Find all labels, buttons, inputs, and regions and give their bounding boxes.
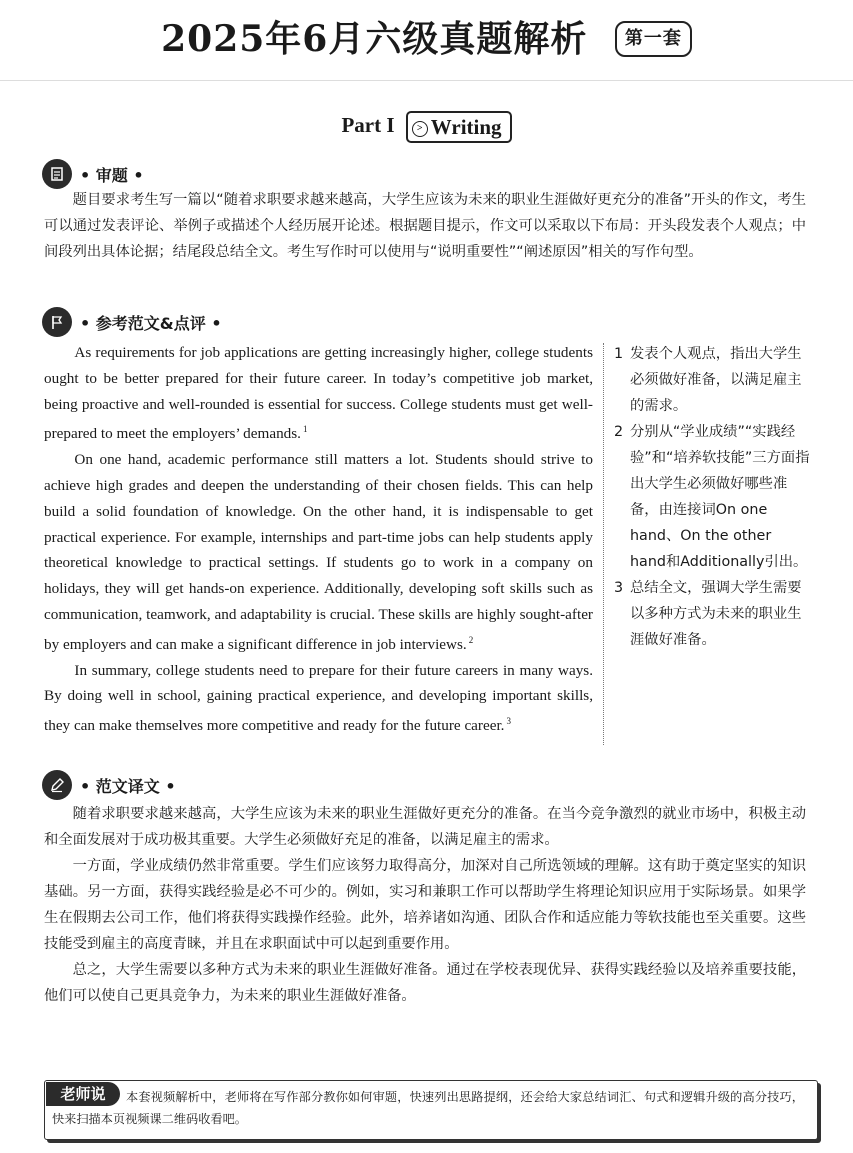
note-number: 2 [614, 424, 624, 440]
note-number: 3 [614, 580, 624, 596]
commentary-note-1 [614, 341, 810, 419]
translation-heading [42, 769, 184, 801]
note-text: 总结全文，强调大学生需要以多种方式为未来的职业生涯做好准备。 [630, 580, 802, 648]
sample-heading-label: • 参考范文&点评 • [80, 313, 222, 333]
suite-badge: 第一套 [615, 21, 692, 57]
essay-paragraph-2 [44, 447, 593, 657]
sample-heading [42, 306, 230, 338]
note-text: 分别从“学业成绩”“实践经验”和“培养软技能”三方面指出大学生必须做好哪些准备，由连接词On one hand、On the other hand和Additionally引出。 [630, 424, 810, 570]
essay-note-mark-3: 3 [506, 716, 511, 727]
translation-paragraph-2: 一方面，学业成绩仍然非常重要。学生们应该努力取得高分，加深对自己所选领域的理解。这有助于奠定坚实的知识基础。另一方面，获得实践经验是必不可少的。例如，实习和兼职工作可以帮助学生将理论知识应用于实际场景。如果学生在假期去公司工作，他们将获得实践操作经验。此外，培养诸如沟通、团队合作和适应能力等软技能也至关重要。这些技能受到雇主的高度青睐，并且在求职面试中可以起到重要作用。 [44, 858, 806, 952]
column-divider [603, 343, 604, 745]
commentary-note-2 [614, 419, 810, 575]
essay-paragraph-1-text: As requirements for job applications are getting increasingly higher, college students ought to be better prepared for their future career. In today’s competitive job market, being proactive and well-rounded is essential for success. College students must get well-prepared to meet the employers’ demands. [44, 344, 593, 443]
page-title-text: 2025年6月六级真题解析 [161, 18, 588, 60]
commentary-notes [614, 341, 810, 653]
analysis-paragraph: 题目要求考生写一篇以“随着求职要求越来越高，大学生应该为未来的职业生涯做好更充分的准备”开头的作文，考生可以通过发表评论、举例子或描述个人经历展开论述。根据题目提示，作文可以采取以下布局：开头段发表个人观点；中间段列出具体论据；结尾段总结全文。考生写作时可以使用与“说明重要性”“阐述原因”相关的写作句型。 [44, 192, 806, 260]
page-title [0, 10, 853, 65]
part-name-box [406, 111, 512, 143]
essay-paragraph-2-text: On one hand, academic performance still matters a lot. Students should strive to achieve high grades and deepen the understanding of their chosen fields. This can help build a solid foundation of knowledge. On the other hand, it is indispensable to get practical experience. For example, internships and part-time jobs can help students apply theoretical knowledge to practical settings. If students go to work in a company on holidays, they will get hands-on experience. Additionally, developing soft skills such as communication, teamwork, and adaptability is crucial. These skills are highly sought-after by employers and can make a significant difference in job interviews. [44, 451, 593, 653]
essay-paragraph-3-text: In summary, college students need to prepare for their future careers in many ways. By doing well in school, gaining practical experience, and developing important skills, they can make themselves more competitive and ready for the future career. [44, 661, 593, 735]
essay-note-mark-2: 2 [468, 634, 474, 645]
translation-heading-label: • 范文译文 • [80, 776, 176, 796]
flag-icon [42, 307, 72, 337]
sample-essay [44, 340, 593, 739]
pen-icon [42, 770, 72, 800]
part-label: Part I [341, 113, 395, 137]
teacher-says-text: 本套视频解析中，老师将在写作部分教你如何审题，快速列出思路提纲，还会给大家总结词汇、句式和逻辑升级的高分技巧，快来扫描本页视频课二维码收看吧。 [52, 1090, 804, 1126]
translation-text-block [44, 801, 806, 1009]
arrow-right-icon: > [412, 121, 428, 137]
analysis-heading-label: • 审题 • [80, 165, 144, 185]
note-text: 发表个人观点，指出大学生必须做好准备，以满足雇主的需求。 [630, 346, 802, 414]
analysis-text-block [44, 187, 806, 265]
translation-paragraph-1: 随着求职要求越来越高，大学生应该为未来的职业生涯做好更充分的准备。在当今竞争激烈的就业市场中，积极主动和全面发展对于成功极其重要。大学生必须做好充足的准备，以满足雇主的需求。 [44, 806, 806, 848]
note-number: 1 [614, 346, 624, 362]
analysis-heading [42, 158, 152, 190]
teacher-says-tag: 老师说 [46, 1082, 120, 1106]
title-divider [0, 80, 853, 81]
essay-note-mark-1: 1 [302, 424, 308, 435]
notebook-icon [42, 159, 72, 189]
essay-paragraph-3 [44, 658, 593, 739]
translation-paragraph-3: 总之，大学生需要以多种方式为未来的职业生涯做好准备。通过在学校表现优异、获得实践经验以及培养重要技能，他们可以使自己更具竞争力，为未来的职业生涯做好准备。 [44, 962, 806, 1004]
part-heading [0, 108, 853, 143]
essay-paragraph-1 [44, 340, 593, 447]
part-name: Writing [430, 115, 502, 140]
commentary-note-3 [614, 575, 810, 653]
